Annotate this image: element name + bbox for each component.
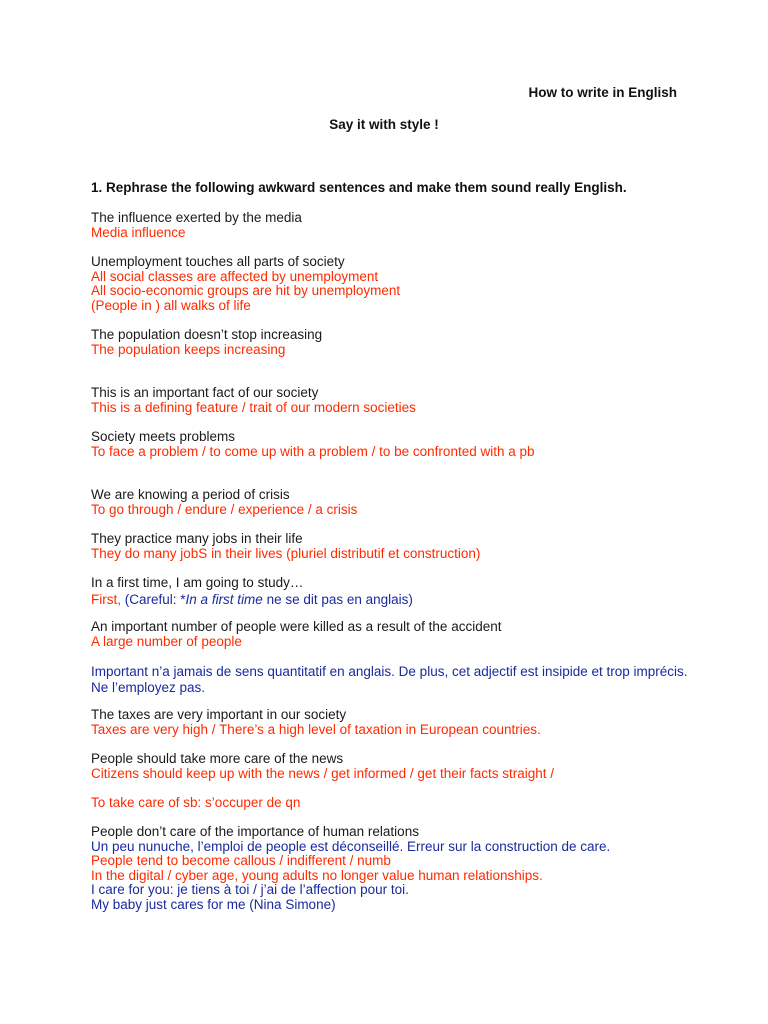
list-item [91, 211, 691, 240]
correction: The population keeps increasing [91, 341, 286, 357]
careful-open: (Careful: * [124, 591, 186, 607]
correction: People tend to become callous / indifferent / numb [91, 853, 391, 869]
awkward-sentence: The population doesn’t stop increasing [91, 327, 323, 342]
correction: All social classes are affected by unemployment [91, 268, 379, 284]
correction: In the digital / cyber age, young adults no longer value human relationships. [91, 867, 543, 883]
list-item [91, 752, 691, 781]
list-item [91, 576, 691, 607]
note-line: Un peu nunuche, l’emploi de people est déconseillé. Erreur sur la construction de care. [91, 838, 611, 854]
awkward-sentence: This is an important fact of our society [91, 385, 319, 400]
note-text: Important n’a jamais de sens quantitatif en anglais. De plus, cet adjectif est insipide et trop imprécis. Ne l’employez pas. [91, 664, 688, 695]
list-item [91, 796, 691, 811]
note-line: I care for you: je tiens à toi / j’ai de l’affection pour toi. [91, 882, 409, 898]
list-item [91, 386, 691, 415]
correction-red: First, [91, 591, 121, 607]
awkward-sentence: They practice many jobs in their life [91, 531, 303, 546]
awkward-sentence: People don’t care of the importance of human relations [91, 824, 419, 839]
correction: To take care of sb: s’occuper de qn [91, 795, 301, 810]
awkward-sentence: Unemployment touches all parts of society [91, 254, 345, 269]
exercise-heading: 1. Rephrase the following awkward sentences and make them sound really English. [91, 180, 627, 195]
list-item [91, 532, 691, 561]
list-item [91, 825, 691, 913]
list-item [91, 430, 691, 459]
careful-rest: ne se dit pas en anglais) [262, 591, 413, 607]
correction [91, 593, 691, 608]
correction: They do many jobS in their lives (pluriel distributif et construction) [91, 545, 481, 561]
list-item [91, 708, 691, 737]
correction: All socio-economic groups are hit by unemployment [91, 283, 401, 299]
correction: Citizens should keep up with the news / get informed / get their facts straight / [91, 765, 554, 781]
list-item [91, 488, 691, 517]
note-paragraph [91, 664, 691, 695]
correction: To go through / endure / experience / a crisis [91, 501, 358, 517]
awkward-sentence: In a first time, I am going to study… [91, 575, 304, 590]
correction: Media influence [91, 224, 186, 240]
correction: (People in ) all walks of life [91, 297, 251, 313]
correction: A large number of people [91, 633, 242, 649]
awkward-sentence: People should take more care of the news [91, 751, 344, 766]
note-line: My baby just cares for me (Nina Simone) [91, 896, 336, 912]
list-item [91, 328, 691, 357]
awkward-sentence: The influence exerted by the media [91, 210, 302, 225]
careful-italic: In a first time [185, 591, 263, 607]
document-title: How to write in English [528, 85, 677, 100]
correction: This is a defining feature / trait of our modern societies [91, 399, 416, 415]
awkward-sentence: The taxes are very important in our society [91, 707, 347, 722]
awkward-sentence: An important number of people were killed as a result of the accident [91, 619, 502, 634]
list-item [91, 620, 691, 649]
correction: Taxes are very high / There’s a high level of taxation in European countries. [91, 721, 541, 737]
document-subtitle: Say it with style ! [329, 117, 439, 132]
list-item [91, 255, 691, 313]
awkward-sentence: We are knowing a period of crisis [91, 487, 290, 502]
correction: To face a problem / to come up with a problem / to be confronted with a pb [91, 443, 535, 459]
awkward-sentence: Society meets problems [91, 429, 236, 444]
